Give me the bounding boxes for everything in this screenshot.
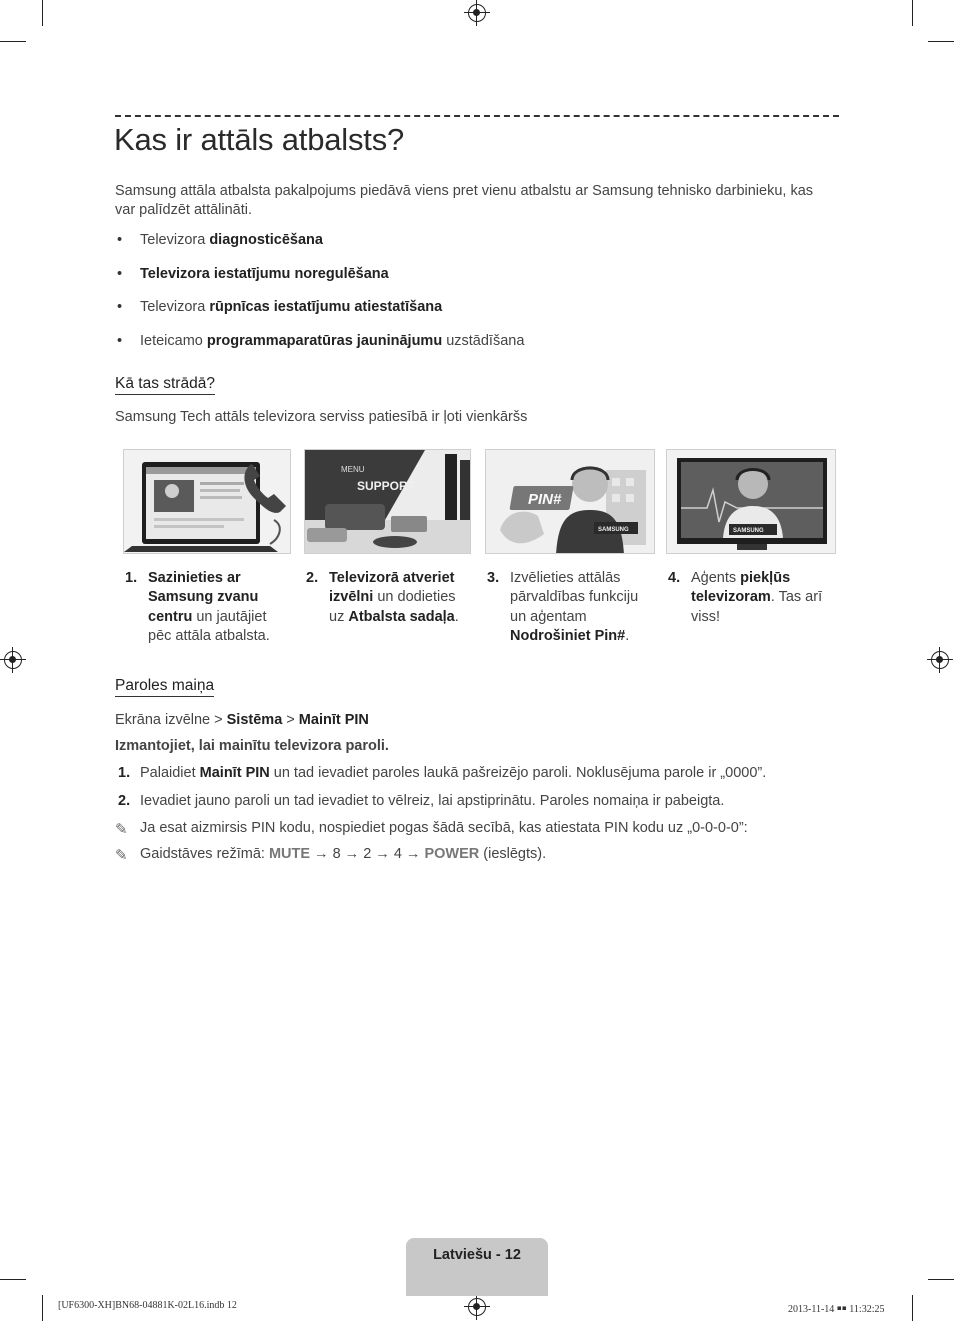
crop-mark <box>0 41 26 42</box>
registration-mark-icon <box>4 651 22 669</box>
crop-mark <box>928 1279 954 1280</box>
menu-path: Ekrāna izvēlne > Sistēma > Mainīt PIN <box>115 712 369 728</box>
crop-mark <box>928 41 954 42</box>
tv-support-menu-illustration <box>304 449 471 554</box>
feature-list <box>115 232 524 366</box>
registration-mark-icon <box>468 4 486 22</box>
agent-on-tv-illustration <box>666 449 836 554</box>
how-it-works-heading: Kā tas strādā? <box>115 375 215 395</box>
brand-label: SAMSUNG <box>598 527 629 533</box>
agent-pin-illustration <box>485 449 655 554</box>
crop-mark <box>42 1295 43 1321</box>
footer-file-info: [UF6300-XH]BN68-04881K-02L16.indb 12 <box>58 1300 237 1311</box>
title-divider <box>115 115 839 117</box>
how-it-works-description: Samsung Tech attāls televizora serviss patiesībā ir ļoti vienkāršs <box>115 409 528 425</box>
note-pencil-icon: ✎ <box>115 821 128 838</box>
intro-paragraph: Samsung attāla atbalsta pakalpojums piedāvā viens pret vienu atbalstu ar Samsung tehnisko darbinieku, kas var palīdzēt attālināti. <box>115 183 814 218</box>
brand-label: SAMSUNG <box>733 528 764 534</box>
list-item: • Ieteicamo programmaparatūras jauninājumu uzstādīšana <box>115 333 524 367</box>
crop-mark <box>0 1279 26 1280</box>
laptop-phone-illustration <box>123 449 291 554</box>
registration-mark-icon <box>931 651 949 669</box>
list-item: • Televizora diagnosticēšana <box>115 232 524 266</box>
password-purpose: Izmantojiet, lai mainītu televizora paroli. <box>115 738 389 754</box>
footer-timestamp: 2013-11-14 ￭￭ 11:32:25 <box>788 1304 885 1315</box>
crop-mark <box>912 0 913 26</box>
note-pencil-icon: ✎ <box>115 847 128 864</box>
menu-label: MENU <box>341 465 365 474</box>
page-title: Kas ir attāls atbalsts? <box>114 122 405 157</box>
list-item: • Televizora iestatījumu noregulēšana <box>115 266 524 300</box>
crop-mark <box>42 0 43 26</box>
pin-label: PIN# <box>528 491 562 508</box>
page-number-badge: Latviešu - 12 <box>406 1238 548 1296</box>
support-label: SUPPORT <box>357 479 416 493</box>
crop-mark <box>912 1295 913 1321</box>
password-heading: Paroles maiņa <box>115 677 214 697</box>
registration-mark-icon <box>468 1298 486 1316</box>
list-item: • Televizora rūpnīcas iestatījumu atiestatīšana <box>115 299 524 333</box>
